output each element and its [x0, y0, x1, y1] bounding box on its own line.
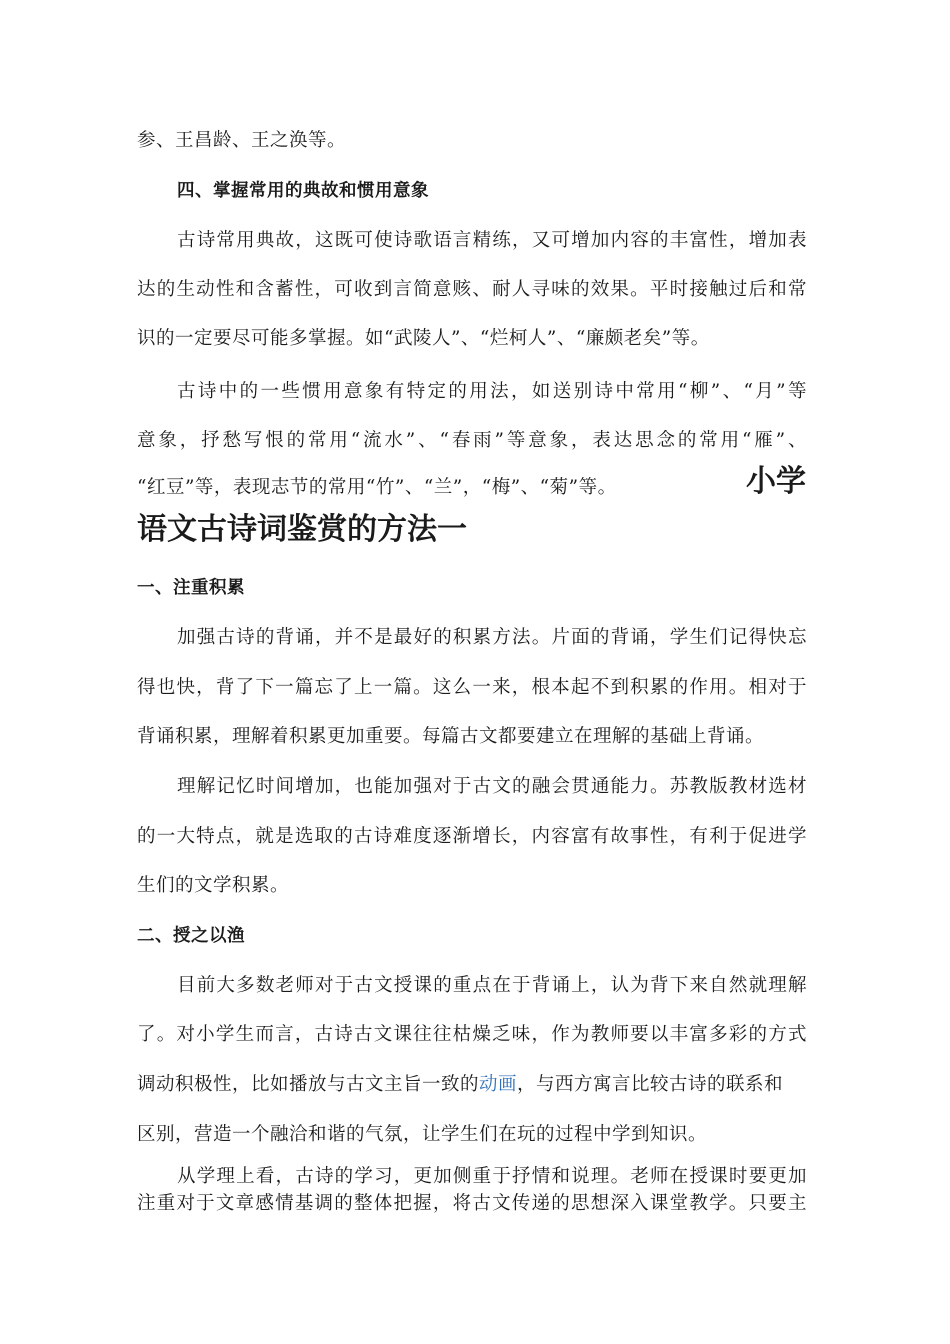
paragraph-line-with-link — [137, 1072, 807, 1098]
main-title-part1: 小学 — [746, 464, 806, 499]
paragraph-text: ，与西方寓言比较古诗的联系和 — [517, 1074, 784, 1095]
paragraph-line: 得也快，背了下一篇忘了上一篇。这么一来，根本起不到积累的作用。相对于 — [137, 677, 807, 698]
paragraph-line: 古诗中的一些惯用意象有特定的用法，如送别诗中常用“柳”、“月”等 — [177, 381, 807, 402]
section-heading-4: 四、掌握常用的典故和惯用意象 — [177, 181, 429, 201]
paragraph-line: 加强古诗的背诵，并不是最好的积累方法。片面的背诵，学生们记得快忘 — [177, 627, 807, 648]
paragraph-line: 古诗常用典故，这既可使诗歌语言精练，又可增加内容的丰富性，增加表 — [177, 230, 807, 251]
main-title-part2: 语文古诗词鉴赏的方法一 — [137, 512, 467, 547]
animation-link[interactable]: 动画 — [479, 1074, 518, 1095]
paragraph-line: 从学理上看，古诗的学习，更加侧重于抒情和说理。老师在授课时要更加 — [177, 1166, 807, 1187]
paragraph-line: 的一大特点，就是选取的古诗难度逐渐增长，内容富有故事性，有利于促进学 — [137, 826, 807, 847]
paragraph-line: 区别，营造一个融洽和谐的气氛，让学生们在玩的过程中学到知识。 — [137, 1124, 708, 1145]
paragraph-line: 生们的文学积累。 — [137, 875, 290, 896]
paragraph-text: 调动积极性，比如播放与古文主旨一致的 — [137, 1074, 480, 1095]
paragraph-continuation: 参、王昌龄、王之涣等。 — [137, 130, 347, 151]
section-heading-2: 二、授之以渔 — [137, 926, 245, 946]
paragraph-line: 了。对小学生而言，古诗古文课往往枯燥乏味，作为教师要以丰富多彩的方式 — [137, 1024, 807, 1045]
paragraph-line: 理解记忆时间增加，也能加强对于古文的融会贯通能力。苏教版教材选材 — [177, 776, 807, 797]
paragraph-line: “红豆”等，表现志节的常用“竹”、“兰”，“梅”、“菊”等。 — [137, 477, 617, 498]
paragraph-line: 意象，抒愁写恨的常用“流水”、“春雨”等意象，表达思念的常用“雁”、 — [137, 430, 807, 451]
paragraph-line: 背诵积累，理解着积累更加重要。每篇古文都要建立在理解的基础上背诵。 — [137, 726, 765, 747]
section-heading-1: 一、注重积累 — [137, 578, 245, 598]
paragraph-line: 注重对于文章感情基调的整体把握，将古文传递的思想深入课堂教学。只要主 — [137, 1193, 807, 1214]
paragraph-line: 达的生动性和含蓄性，可收到言简意赅、耐人寻味的效果。平时接触过后和常 — [137, 279, 807, 300]
paragraph-line: 识的一定要尽可能多掌握。如“武陵人”、“烂柯人”、“廉颇老矣”等。 — [137, 328, 710, 349]
paragraph-line: 目前大多数老师对于古文授课的重点在于背诵上，认为背下来自然就理解 — [177, 975, 807, 996]
